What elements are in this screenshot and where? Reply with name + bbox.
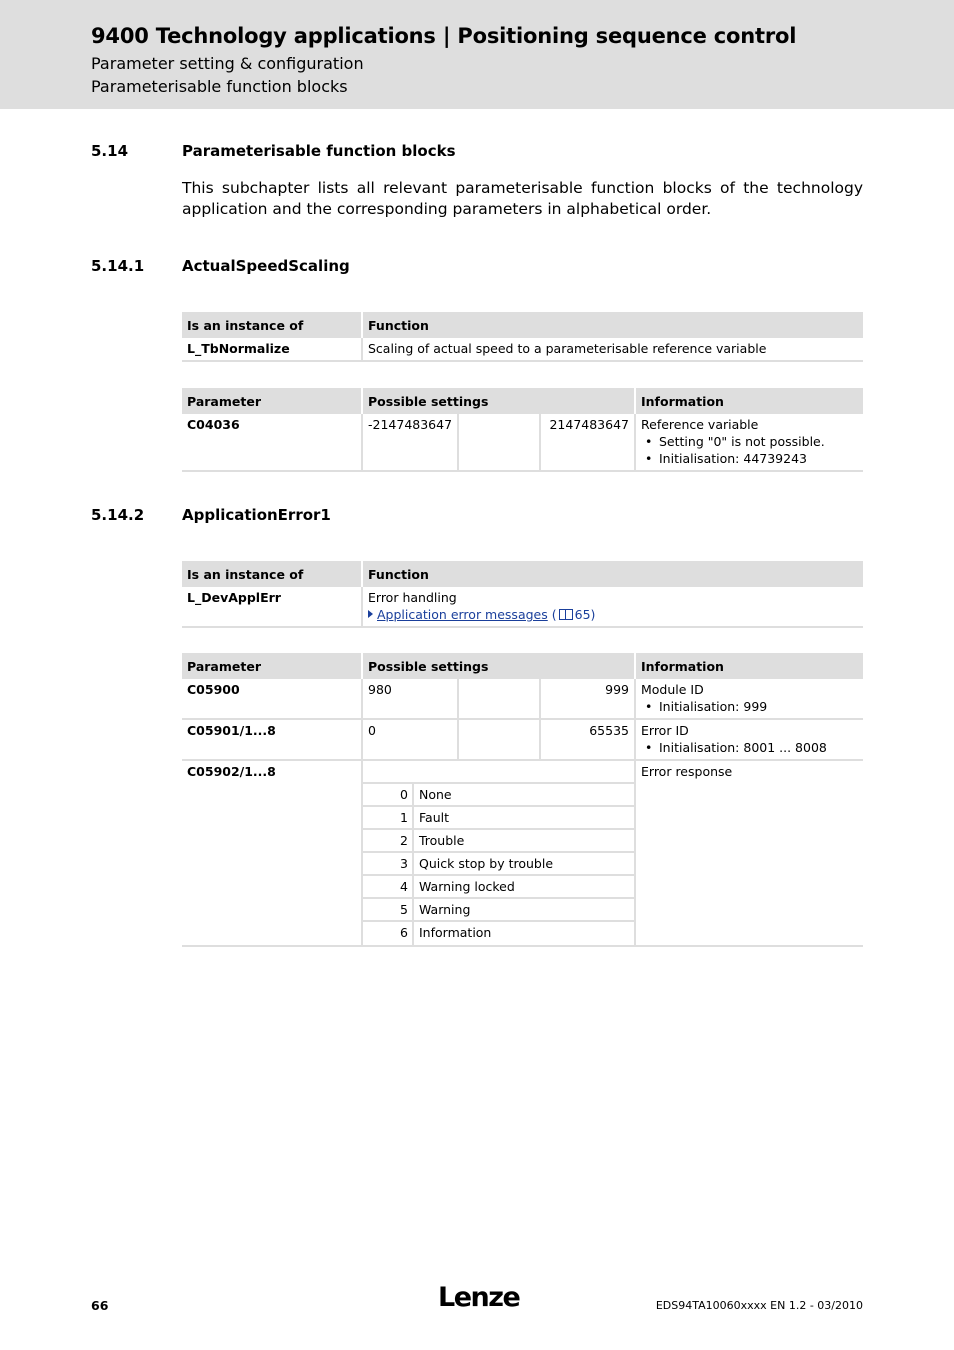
table-header-row <box>182 312 863 338</box>
info-text: Reference variable <box>641 417 759 432</box>
mid-value <box>458 679 540 719</box>
parameter-code: C05900 <box>182 679 362 719</box>
header-cell: Is an instance of <box>182 561 362 587</box>
options-cell <box>362 760 635 946</box>
parameter-code: C04036 <box>182 414 362 471</box>
page-reference[interactable]: 65) <box>574 607 596 622</box>
option-value: 1 <box>363 807 414 828</box>
info-text: Error response <box>641 764 733 779</box>
option-row <box>363 899 634 922</box>
section-number: 5.14 <box>91 142 129 160</box>
option-value: 2 <box>363 830 414 851</box>
option-label: Quick stop by trouble <box>419 856 554 871</box>
header-cell: Parameter <box>182 653 362 679</box>
cross-reference <box>368 606 858 623</box>
book-icon <box>559 609 573 620</box>
header-cell: Function <box>362 561 863 587</box>
header-cell: Information <box>635 653 863 679</box>
function-cell <box>362 587 863 627</box>
option-row <box>363 876 634 899</box>
information-cell <box>635 414 863 471</box>
information-cell <box>635 719 863 760</box>
header-cell: Parameter <box>182 388 362 414</box>
page-ref-open: ( <box>551 607 557 622</box>
option-label: Warning locked <box>419 879 515 894</box>
bullet-item: • Setting "0" is not possible. <box>659 433 858 450</box>
option-row <box>363 853 634 876</box>
table-header-row <box>182 388 863 414</box>
option-row <box>363 830 634 853</box>
arrow-right-icon <box>368 610 373 618</box>
parameter-code: C05901/1...8 <box>182 719 362 760</box>
parameter-table-applicationerror1 <box>182 653 863 947</box>
instance-name: L_DevApplErr <box>182 587 362 627</box>
table-row <box>182 719 863 760</box>
options-spacer-row <box>363 761 634 784</box>
page-header <box>0 0 954 109</box>
table-row <box>182 760 863 946</box>
chapter-subtitle: Parameter setting & configuration <box>91 54 364 73</box>
max-value: 65535 <box>540 719 635 760</box>
page-number: 66 <box>91 1298 109 1313</box>
option-row <box>363 807 634 830</box>
instance-table-actualspeedscaling <box>182 312 863 362</box>
bullet-item: • Initialisation: 44739243 <box>659 450 858 467</box>
header-cell: Function <box>362 312 863 338</box>
table-row <box>182 679 863 719</box>
intro-paragraph: This subchapter lists all relevant parameterisable function blocks of the technology application and the corresponding parameters in alphabetical order. <box>182 179 863 218</box>
table-row <box>182 587 863 627</box>
header-cell: Possible settings <box>362 388 635 414</box>
function-description: Scaling of actual speed to a parameterisable reference variable <box>362 338 863 361</box>
table-header-row <box>182 653 863 679</box>
bullet-item: • Initialisation: 8001 ... 8008 <box>659 739 858 756</box>
information-cell <box>635 679 863 719</box>
application-error-messages-link[interactable]: Application error messages <box>377 607 548 622</box>
option-label: Information <box>419 925 492 940</box>
document-title: 9400 Technology applications | Positioning sequence control <box>91 24 797 48</box>
header-cell: Possible settings <box>362 653 635 679</box>
subsection-number: 5.14.1 <box>91 257 145 275</box>
option-row <box>363 922 634 945</box>
min-value: -2147483647 <box>362 414 458 471</box>
section-title: Parameterisable function blocks <box>182 142 456 160</box>
option-label: Warning <box>419 902 471 917</box>
option-value: 4 <box>363 876 414 897</box>
min-value: 980 <box>362 679 458 719</box>
document-id: EDS94TA10060xxxx EN 1.2 - 03/2010 <box>655 1299 863 1312</box>
parameter-code: C05902/1...8 <box>182 760 362 946</box>
section-subtitle: Parameterisable function blocks <box>91 77 348 96</box>
info-bullets <box>641 698 858 715</box>
subsection-title: ActualSpeedScaling <box>182 257 350 275</box>
mid-value <box>458 719 540 760</box>
option-label: Trouble <box>419 833 465 848</box>
header-cell: Information <box>635 388 863 414</box>
option-value: 3 <box>363 853 414 874</box>
max-value: 999 <box>540 679 635 719</box>
option-label: None <box>419 787 452 802</box>
mid-value <box>458 414 540 471</box>
bullet-item: • Initialisation: 999 <box>659 698 858 715</box>
table-header-row <box>182 561 863 587</box>
lenze-logo: Lenze <box>438 1282 520 1313</box>
option-value: 6 <box>363 922 414 945</box>
error-response-options <box>363 761 634 945</box>
info-bullets <box>641 433 858 467</box>
subsection-number: 5.14.2 <box>91 506 145 524</box>
option-label: Fault <box>419 810 449 825</box>
instance-name: L_TbNormalize <box>182 338 362 361</box>
instance-table-applicationerror1 <box>182 561 863 628</box>
table-row <box>182 338 863 361</box>
option-value: 5 <box>363 899 414 920</box>
info-text: Module ID <box>641 682 704 697</box>
table-row <box>182 414 863 471</box>
header-cell: Is an instance of <box>182 312 362 338</box>
function-description: Error handling <box>368 590 457 605</box>
option-row <box>363 784 634 807</box>
info-bullets <box>641 739 858 756</box>
min-value: 0 <box>362 719 458 760</box>
option-value: 0 <box>363 784 414 805</box>
subsection-title: ApplicationError1 <box>182 506 331 524</box>
parameter-table-actualspeedscaling <box>182 388 863 472</box>
info-text: Error ID <box>641 723 689 738</box>
max-value: 2147483647 <box>540 414 635 471</box>
information-cell <box>635 760 863 946</box>
